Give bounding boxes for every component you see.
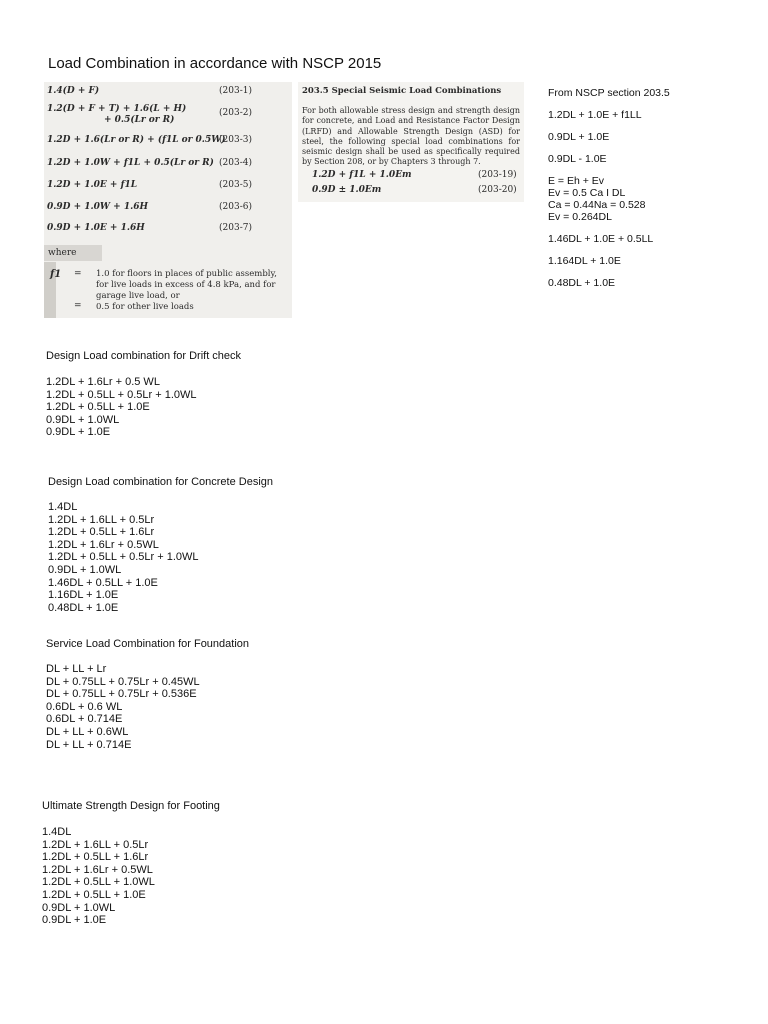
formula-line: Ca = 0.44Na = 0.528: [548, 199, 646, 211]
equation: 1.2D + f1L + 1.0Em: [312, 170, 412, 180]
list-item: 1.2DL + 1.6LL + 0.5Lr: [42, 838, 149, 851]
page-title: Load Combination in accordance with NSCP 2015: [48, 55, 382, 72]
drift-heading: Design Load combination for Drift check: [46, 350, 242, 362]
list-item: 1.2DL + 1.6LL + 0.5Lr: [48, 513, 155, 526]
list-item: DL + LL + 0.6WL: [46, 725, 129, 738]
list-item: 0.9DL + 1.0WL: [42, 901, 116, 914]
seismic-section-scan: [298, 82, 524, 202]
equation: 1.2(D + F + T) + 1.6(L + H): [47, 104, 187, 114]
equation: 0.9D ± 1.0Em: [312, 185, 382, 195]
equation-number: (203-3): [219, 135, 252, 145]
equation: 1.2D + 1.6(Lr or R) + (f1L or 0.5W): [47, 135, 226, 145]
drift-list: [46, 376, 197, 439]
section-heading: 203.5 Special Seismic Load Combinations: [302, 86, 502, 96]
list-item: 0.6DL + 0.6 WL: [46, 700, 123, 713]
equals-sign: =: [74, 301, 82, 311]
list-item: DL + 0.75LL + 0.75Lr + 0.536E: [46, 688, 197, 701]
equation-number: (203-19): [478, 170, 517, 180]
foundation-list: [46, 663, 200, 751]
equation: + 0.5(Lr or R): [104, 115, 175, 125]
equation: 1.2D + 1.0W + f1L + 0.5(Lr or R): [47, 158, 214, 168]
equation-number: (203-5): [219, 180, 252, 190]
equation-number: (203-20): [478, 185, 517, 195]
equation: 0.9D + 1.0W + 1.6H: [47, 202, 149, 212]
nscp-equations-scan: [44, 82, 292, 318]
list-item: DL + LL + 0.714E: [46, 738, 132, 751]
list-item: 1.2DL + 1.6Lr + 0.5WL: [42, 863, 153, 876]
list-item: 1.2DL + 0.5LL + 1.6Lr: [48, 526, 155, 539]
list-item: 0.9DL + 1.0E: [46, 426, 111, 439]
list-item: 1.4DL: [42, 826, 72, 838]
list-item: 1.2DL + 0.5LL + 1.0E: [46, 401, 150, 414]
formula-line: E = Eh + Ev: [548, 175, 605, 187]
combination-line: 0.9DL + 1.0E: [548, 131, 610, 143]
concrete-heading: Design Load combination for Concrete Design: [48, 476, 274, 488]
list-item: 1.16DL + 1.0E: [48, 589, 119, 602]
list-item: 0.6DL + 0.714E: [46, 713, 123, 726]
equation: 0.9D + 1.0E + 1.6H: [47, 223, 145, 233]
concrete-list: [48, 501, 199, 614]
equals-sign: =: [74, 269, 82, 279]
list-item: 1.2DL + 0.5LL + 0.5Lr + 1.0WL: [48, 551, 199, 564]
list-item: 1.4DL: [48, 501, 78, 513]
where-label: where: [44, 245, 102, 261]
list-item: 1.2DL + 1.6Lr + 0.5WL: [48, 538, 159, 551]
footing-heading: Ultimate Strength Design for Footing: [42, 800, 220, 812]
list-item: 1.2DL + 0.5LL + 0.5Lr + 1.0WL: [46, 388, 197, 401]
list-item: 0.48DL + 1.0E: [48, 601, 119, 614]
list-item: DL + 0.75LL + 0.75Lr + 0.45WL: [46, 675, 200, 688]
footing-list: [42, 826, 155, 927]
equation-number: (203-2): [219, 108, 252, 118]
combination-line: 0.48DL + 1.0E: [548, 277, 616, 289]
list-item: DL + LL + Lr: [46, 663, 107, 675]
combination-line: 1.2DL + 1.0E + f1LL: [548, 109, 642, 121]
equation-number: (203-7): [219, 223, 252, 233]
f1-definition-line: 0.5 for other live loads: [96, 302, 194, 312]
f1-definition-line: garage live load, or: [96, 291, 180, 301]
equation-number: (203-6): [219, 202, 252, 212]
f1-definition-line: 1.0 for floors in places of public assembly,: [96, 269, 277, 279]
list-item: 0.9DL + 1.0WL: [48, 563, 122, 576]
list-item: 1.2DL + 0.5LL + 1.0E: [42, 888, 146, 901]
equation: 1.4(D + F): [47, 86, 100, 96]
right-column-heading: From NSCP section 203.5: [548, 87, 670, 99]
section-paragraph: For both allowable stress design and strength design for concrete, and Load and Resistance Factor Design (LRFD) and Allowable Strength Design (ASD) for steel, the following special load combinations for seismic design shall be used as specifically required by Section 208, or by Chapters 3 through 7.: [302, 106, 520, 167]
equation-number: (203-1): [219, 86, 252, 96]
combination-line: 1.46DL + 1.0E + 0.5LL: [548, 233, 654, 245]
list-item: 1.2DL + 0.5LL + 1.0WL: [42, 876, 155, 889]
list-item: 1.46DL + 0.5LL + 1.0E: [48, 576, 158, 589]
f1-definition-line: for live loads in excess of 4.8 kPa, and for: [96, 280, 276, 290]
list-item: 0.9DL + 1.0WL: [46, 413, 120, 426]
formula-line: Ev = 0.264DL: [548, 211, 612, 223]
list-item: 1.2DL + 1.6Lr + 0.5 WL: [46, 376, 160, 388]
foundation-heading: Service Load Combination for Foundation: [46, 638, 250, 650]
list-item: 0.9DL + 1.0E: [42, 914, 107, 927]
formula-line: Ev = 0.5 Ca I DL: [548, 187, 626, 199]
combination-line: 1.164DL + 1.0E: [548, 255, 621, 267]
f1-symbol: f1: [50, 269, 62, 280]
combination-line: 0.9DL - 1.0E: [548, 153, 607, 165]
list-item: 1.2DL + 0.5LL + 1.6Lr: [42, 851, 149, 864]
equation: 1.2D + 1.0E + f1L: [47, 180, 138, 190]
equation-number: (203-4): [219, 158, 252, 168]
